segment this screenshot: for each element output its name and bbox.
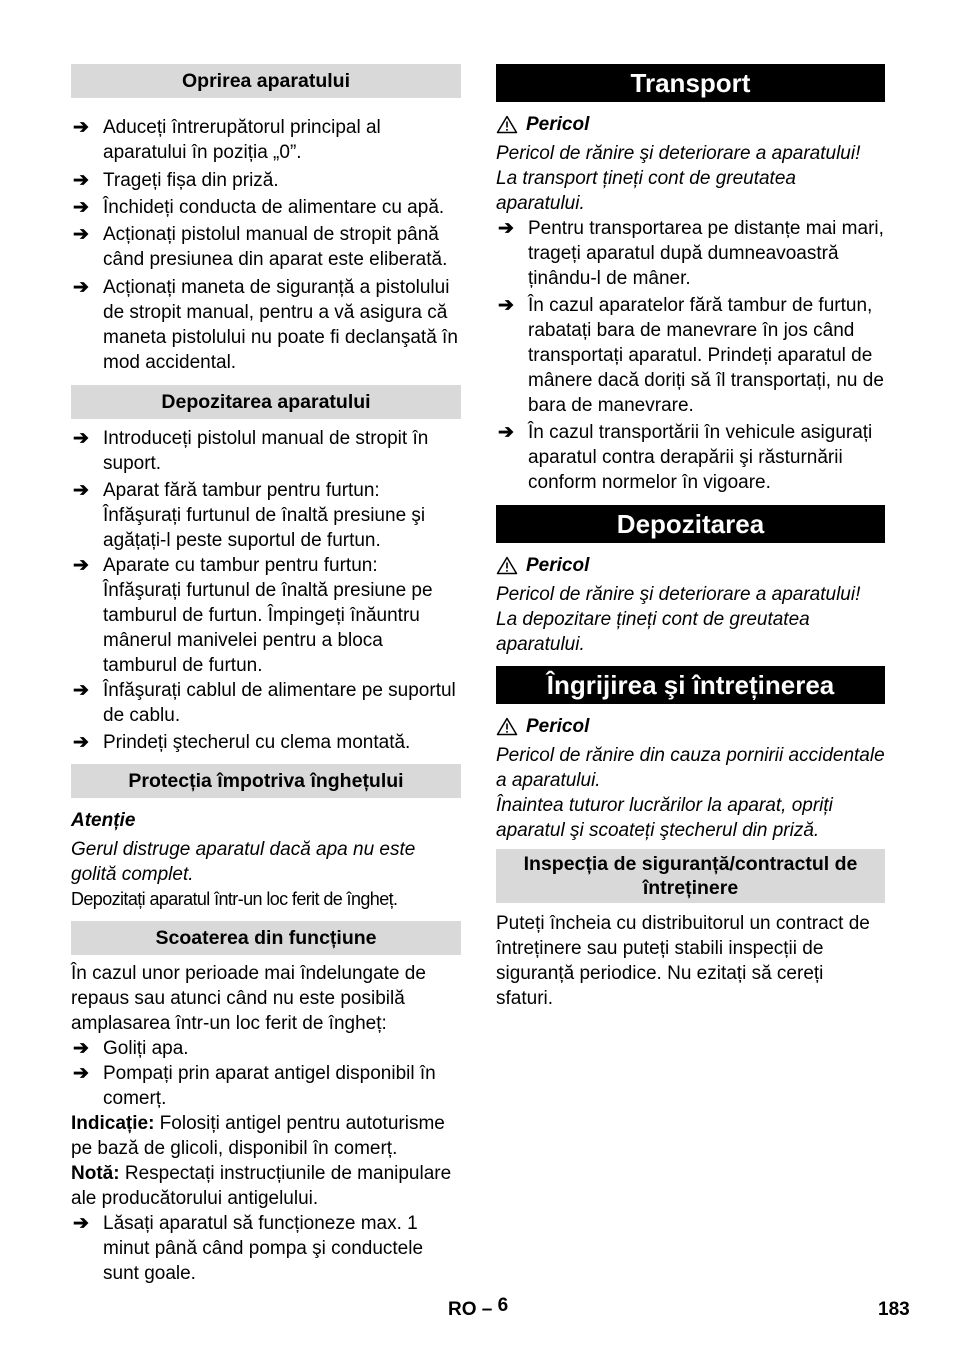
arrow-icon: ➔ xyxy=(73,480,89,501)
arrow-icon: ➔ xyxy=(73,277,89,298)
list-item: ➔ În cazul aparatelor fără tambur de furtun, rabatați bara de manevrare în jos când transportați aparatul. Prindeți aparatul de mânere dacă doriți să îl transportați, nu de bara de manevrare. xyxy=(498,295,884,416)
warning-triangle-icon xyxy=(496,717,518,736)
page-number: 183 xyxy=(878,1299,910,1320)
danger-label: Pericol xyxy=(496,714,885,739)
arrow-icon: ➔ xyxy=(73,680,89,701)
danger-label: Pericol xyxy=(496,553,885,578)
warning-triangle-icon xyxy=(496,556,518,575)
list-item: ➔ Pentru transportarea pe distanțe mai mari, trageți aparatul după dumneavoastră ținându-l de mâner. xyxy=(498,218,884,289)
arrow-icon: ➔ xyxy=(73,117,89,138)
arrow-icon: ➔ xyxy=(498,295,514,316)
note-paragraph: Notă: Respectați instrucțiunile de manipulare ale producătorului antigelului. xyxy=(71,1163,452,1209)
section-heading-transport: Transport xyxy=(496,64,885,102)
list-item: ➔ Aparat fără tambur pentru furtun: Înfăşurați furtunul de înaltă presiune şi agățați-l peste suportul de furtun. xyxy=(73,480,426,551)
arrow-icon: ➔ xyxy=(73,1063,89,1084)
list-item: ➔ Pompați prin aparat antigel disponibil în comerț. xyxy=(73,1063,436,1109)
list-item: ➔ Introduceți pistolul manual de stropit în suport. xyxy=(73,428,429,474)
arrow-icon: ➔ xyxy=(73,224,89,245)
section-heading-depozitarea-aparatului: Depozitarea aparatului xyxy=(71,385,461,419)
section-heading-protectia: Protecția împotriva înghețului xyxy=(71,764,461,798)
arrow-icon: ➔ xyxy=(73,555,89,576)
arrow-icon: ➔ xyxy=(73,1213,89,1234)
frost-note: Depozitați aparatul într-un loc ferit de îngheț. xyxy=(71,889,398,909)
danger-label: Pericol xyxy=(496,112,885,137)
arrow-icon: ➔ xyxy=(73,170,89,191)
maintenance-text: Puteți încheia cu distribuitorul un contract de întreținere sau puteți stabili inspecții de siguranță periodice. Nu ezitați să cereți sfaturi. xyxy=(496,913,870,1009)
list-item: ➔ Acționați maneta de siguranță a pistolului de stropit manual, pentru a vă asigura că maneta pistolului nu poate fi declanşată în mod accidental. xyxy=(73,277,458,373)
danger-text: Pericol de rănire şi deteriorare a aparatului! La depozitare țineți cont de greutatea aparatului. xyxy=(496,584,861,655)
list-item: ➔ Înfăşurați cablul de alimentare pe suportul de cablu. xyxy=(73,680,456,726)
caution-text: Gerul distruge aparatul dacă apa nu este golită complet. xyxy=(71,839,416,885)
arrow-icon: ➔ xyxy=(73,732,89,753)
hint-paragraph: Indicație: Folosiți antigel pentru autoturisme pe bază de glicoli, disponibil în comerț. xyxy=(71,1113,445,1159)
section-heading-oprirea: Oprirea aparatului xyxy=(71,64,461,98)
arrow-icon: ➔ xyxy=(498,218,514,239)
danger-text: Pericol de rănire din cauza pornirii accidentale a aparatului. xyxy=(496,745,885,791)
list-item: ➔ Aparate cu tambur pentru furtun: Înfăşurați furtunul de înaltă presiune pe tamburul de furtun. Împingeți înăuntru mânerul manivelei pentru a bloca tamburul de furtun. xyxy=(73,555,433,676)
list-item: ➔ Goliți apa. xyxy=(73,1038,189,1059)
danger-text: Pericol de rănire şi deteriorare a aparatului! La transport țineți cont de greutatea aparatului. xyxy=(496,143,861,214)
arrow-icon: ➔ xyxy=(73,428,89,449)
page-footer-section: RO – 6 xyxy=(448,1295,509,1320)
caution-label: Atenție xyxy=(71,810,136,831)
section-heading-depozitarea: Depozitarea xyxy=(496,505,885,543)
section-heading-inspectia: Inspecția de siguranță/contractul de întreținere xyxy=(496,849,885,903)
decommission-intro: În cazul unor perioade mai îndelungate de repaus sau atunci când nu este posibilă amplasarea într-un loc ferit de îngheț: xyxy=(71,963,426,1034)
list-item: ➔ În cazul transportării în vehicule asigurați aparatul contra derapării şi răsturnării conform normelor în vigoare. xyxy=(498,422,873,493)
left-column xyxy=(71,64,461,1286)
section-heading-ingrijirea: Îngrijirea şi întreținerea xyxy=(496,666,885,704)
list-item: ➔ Aduceți întrerupătorul principal al aparatului în poziția „0”. xyxy=(73,117,381,163)
warning-triangle-icon xyxy=(496,115,518,134)
list-item: ➔ Închideți conducta de alimentare cu apă. xyxy=(73,197,445,218)
arrow-icon: ➔ xyxy=(73,197,89,218)
list-item: ➔ Lăsați aparatul să funcționeze max. 1 minut până când pompa şi conductele sunt goale. xyxy=(73,1213,424,1284)
list-item: ➔ Acționați pistolul manual de stropit până când presiunea din aparat este eliberată. xyxy=(73,224,448,270)
list-item: ➔ Trageți fișa din priză. xyxy=(73,170,279,191)
arrow-icon: ➔ xyxy=(498,422,514,443)
right-column xyxy=(496,64,885,1011)
danger-text: Înaintea tuturor lucrărilor la aparat, opriți aparatul şi scoateți ştecherul din priză. xyxy=(496,795,833,841)
section-heading-scoaterea: Scoaterea din funcțiune xyxy=(71,921,461,955)
arrow-icon: ➔ xyxy=(73,1038,89,1059)
list-item: ➔ Prindeți ştecherul cu clema montată. xyxy=(73,732,411,753)
